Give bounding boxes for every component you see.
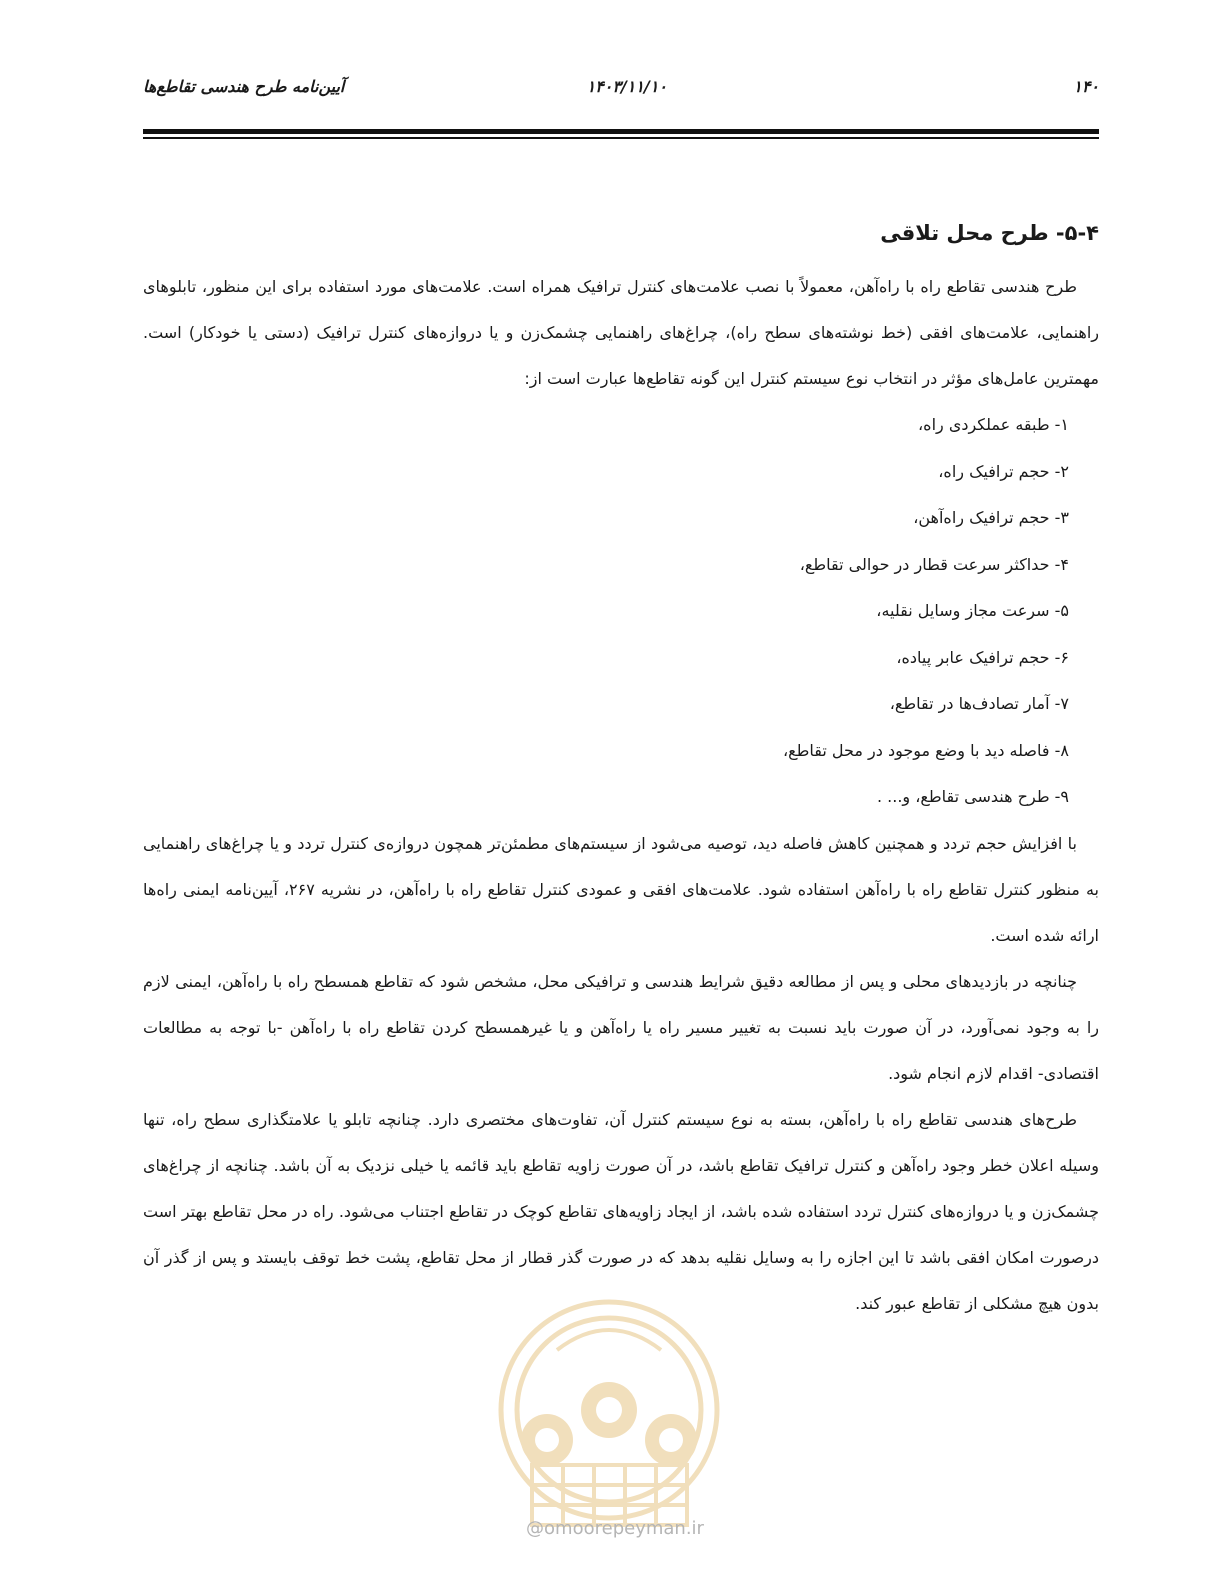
watermark-seal [487,1290,732,1550]
paragraph: با افزایش حجم تردد و همچنین کاهش فاصله دید، توصیه می‌شود از سیستم‌های مطمئن‌تر همچون دروازه‌ی کنترل تردد و یا چراغ‌های راهنمایی به منظور کنترل تقاطع راه با راه‌آهن استفاده شود. علامت‌های افقی و عمودی کنترل تقاطع راه با راه‌آهن، در نشریه ۲۶۷، آیین‌نامه ایمنی راه‌ها ارائه شده است. [143,833,1099,945]
list-item: ۳- حجم ترافیک راه‌آهن، [913,508,1069,527]
paragraph: چنانچه در بازدیدهای محلی و پس از مطالعه دقیق شرایط هندسی و ترافیکی محل، مشخص شود که تقاطع همسطح راه با راه‌آهن، ایمنی لازم را به وجود نمی‌آورد، در آن صورت باید نسبت به تغییر مسیر راه یا راه‌آهن و یا غیرهمسطح کردن تقاطع راه با راه‌آهن -با توجه به مطالعات اقتصادی- اقدام لازم انجام شود. [143,971,1099,1083]
watermark-url-text: omoorepeyman.ir [544,1518,704,1539]
section-title: ۵-۴- طرح محل تلاقی [880,221,1099,245]
book-title: آیین‌نامه طرح هندسی تقاطع‌ها [143,77,345,96]
factors-list [143,402,1099,821]
list-item: ۸- فاصله دید با وضع موجود در محل تقاطع، [783,740,1069,760]
header-date: ۱۴۰۳/۱۱/۱۰ [586,77,667,96]
paragraph: طرح‌های هندسی تقاطع راه با راه‌آهن، بسته به نوع سیستم کنترل آن، تفاوت‌های مختصری دارد. چنانچه تابلو یا علامتگذاری سطح راه، تنها وسیله اعلان خطر وجود راه‌آهن و کنترل ترافیک تقاطع باشد، در آن صورت زاویه تقاطع باید قائمه یا خیلی نزدیک به آن باشد. چنانچه از چراغ‌های چشمک‌زن و یا دروازه‌های کنترل تردد استفاده شده باشد، از ایجاد زاویه‌های تقاطع کوچک در تقاطع اجتناب می‌شود. راه در محل تقاطع بهتر است درصورت امکان افقی باشد تا این اجازه را به وسایل نقلیه بدهد که در صورت گذر قطار از محل تقاطع، پشت خط توقف بایستد و پس از گذر آن بدون هیچ مشکلی از تقاطع عبور کند. [143,1109,1099,1313]
list-item: ۱- طبقه عملکردی راه، [918,415,1069,434]
header-rule-thick [143,129,1099,134]
intro-paragraph: طرح هندسی تقاطع راه با راه‌آهن، معمولاً با نصب علامت‌های کنترل ترافیک همراه است. علامت‌های مورد استفاده برای این منظور، تابلوهای راهنمایی، علامت‌های افقی (خط نوشته‌های سطح راه)، چراغ‌های راهنمایی چشمک‌زن و یا دروازه‌های کنترل ترافیک (دستی یا خودکار) است. مهمترین عامل‌های مؤثر در انتخاب نوع سیستم کنترل این گونه تقاطع‌ها عبارت است از: [143,277,1099,388]
list-item: ۲- حجم ترافیک راه، [938,461,1069,481]
list-item: ۵- سرعت مجاز وسایل نقلیه، [876,601,1069,620]
list-item: ۹- طرح هندسی تقاطع، و... . [877,787,1069,806]
page-number: ۱۴۰ [1073,77,1099,96]
main-content [143,210,1099,1327]
page-header [143,72,1099,102]
at-icon: @ [526,1518,545,1539]
list-item: ۶- حجم ترافیک عابر پیاده، [896,647,1069,667]
header-rule-thin [143,137,1099,139]
list-item: ۷- آمار تصادف‌ها در تقاطع، [889,694,1069,713]
watermark-url [470,1518,760,1539]
list-item: ۴- حداکثر سرعت قطار در حوالی تقاطع، [799,554,1069,574]
